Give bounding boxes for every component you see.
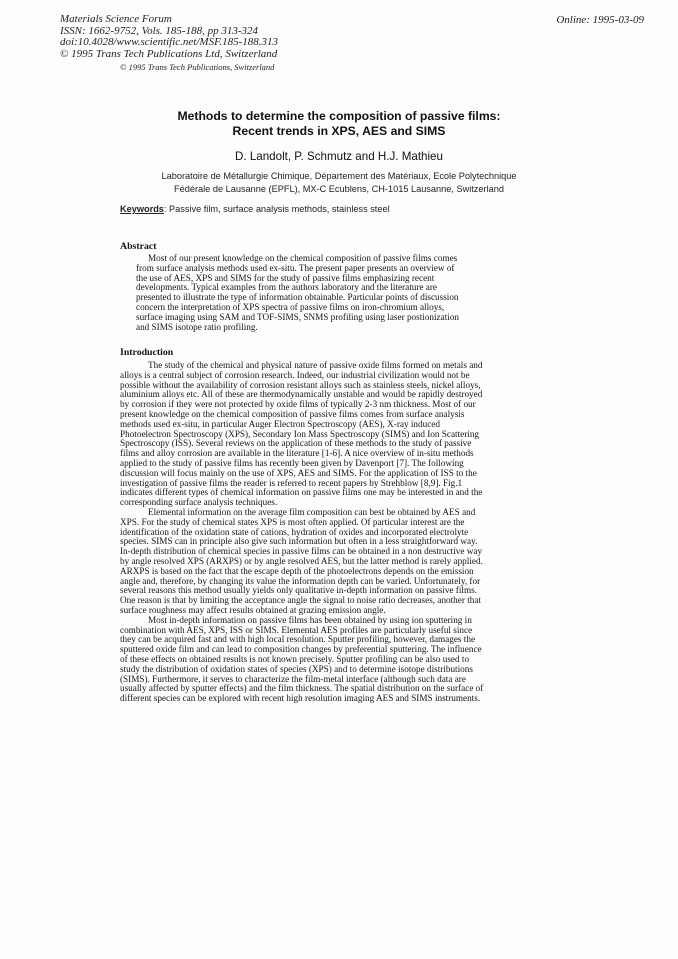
abstract-line: developments. Typical examples from the authors laboratory and the literature are: [136, 283, 437, 293]
intro-line: Spectroscopy (ISS). Several reviews on the application of these methods to the study of passive: [120, 439, 472, 449]
introduction-body: [120, 361, 548, 704]
intro-line: aluminium alloys etc. All of these are thermodynamically unstable and would be rapidly destroyed: [120, 390, 483, 400]
intro-line: different species can be explored with recent high resolution imaging AES and SIMS instruments.: [120, 694, 481, 704]
keywords-text: : Passive film, surface analysis methods, stainless steel: [163, 204, 390, 214]
copyright-small: © 1995 Trans Tech Publications, Switzerland: [120, 62, 275, 72]
abstract-line: surface imaging using SAM and TOF-SIMS, SNMS profiling using laser postionization: [136, 312, 460, 322]
intro-line: One reason is that by limiting the acceptance angle the signal to noise ratio decreases, another that: [120, 596, 481, 606]
intro-line: identification of the oxidation state of cations, hydration of oxides and incorporated electrolyte: [120, 527, 469, 537]
doi-line: doi:10.4028/www.scientific.net/MSF.185-188.313: [60, 36, 279, 48]
copyright-line: © 1995 Trans Tech Publications Ltd, Switzerland: [60, 47, 278, 60]
abstract-line: from surface analysis methods used ex-situ. The present paper presents an overview of: [136, 263, 455, 273]
intro-line: surface roughness may affect results obtained at grazing emission angle.: [120, 605, 386, 615]
abstract-body: [120, 254, 548, 332]
intro-line: methods used ex-situ, in particular Auger Electron Spectroscopy (AES), X-ray induced: [120, 419, 440, 429]
intro-line: In-depth distribution of chemical species in passive films can be obtained in a non destructive way: [120, 547, 483, 557]
abstract-line: the use of AES, XPS and SIMS for the study of passive films emphasizing recent: [136, 273, 435, 283]
keywords: [120, 204, 390, 214]
journal-name: Materials Science Forum: [60, 13, 172, 25]
intro-line: investigation of passive films the reader is referred to recent papers by Strehblow [8,9]. Fig.1: [120, 478, 463, 488]
intro-line: alloys is a central subject of corrosion research. Indeed, our industrial civilization would not be: [120, 370, 470, 380]
online-date: Online: 1995-03-09: [556, 14, 644, 26]
intro-line: present knowledge on the chemical composition of passive films comes from surface analysis: [120, 409, 465, 419]
keywords-label: Keywords: [120, 204, 164, 214]
intro-line: The study of the chemical and physical nature of passive oxide films formed on metals and: [148, 361, 483, 370]
abstract-line: and SIMS isotope ratio profiling.: [136, 322, 258, 332]
intro-line: ARXPS is based on the fact that the escape depth of the photoelectrons depends on the emission: [120, 566, 474, 576]
intro-line: combination with AES, XPS, ISS or SIMS. Elemental AES profiles are particularly useful since: [120, 625, 473, 635]
publication-info: [60, 14, 278, 74]
intro-line: Photoelectron Spectroscopy (XPS), Secondary Ion Mass Spectroscopy (SIMS) and Ion Scattering: [120, 429, 480, 439]
abstract-line: presented to illustrate the type of information obtainable. Particular points of discussion: [136, 293, 459, 303]
intro-line: study the distribution of oxidation states of species (XPS) and to determine isotope distributions: [120, 664, 473, 674]
intro-line: (SIMS). Furthermore, it serves to characterize the film-metal interface (although such data are: [120, 674, 466, 684]
introduction-heading: Introduction: [120, 347, 174, 358]
intro-line: XPS. For the study of chemical states XPS is most often applied. Of particular interest are the: [120, 517, 465, 527]
intro-line: Elemental information on the average film composition can best be obtained by AES and: [148, 507, 476, 517]
intro-line: of these effects on obtained results is not known precisely. Sputter profiling can be also used to: [120, 654, 470, 664]
abstract-heading: Abstract: [120, 241, 157, 252]
intro-line: indicates different types of chemical information on passive films one may be interested in and the: [120, 488, 483, 498]
intro-line: Most in-depth information on passive films has been obtained by using ion sputtering in: [148, 615, 472, 625]
issn-line: ISSN: 1662-9752, Vols. 185-188, pp 313-324: [60, 24, 258, 37]
intro-line: sputtered oxide film and can lead to composition changes by preferential sputtering. The influence: [120, 645, 482, 655]
affiliation: [0, 170, 678, 195]
abstract-line: concern the interpretation of XPS spectra of passive films on iron-chromium alloys,: [136, 302, 445, 312]
title-line-2: Recent trends in XPS, AES and SIMS: [232, 124, 446, 138]
intro-line: corresponding surface analysis techniques.: [120, 498, 278, 508]
intro-line: discussion will focus mainly on the use of XPS, AES and SIMS. For the application of ISS to the: [120, 468, 477, 478]
affiliation-line-1: Laboratoire de Métallurgie Chimique, Département des Matériaux, Ecole Polytechnique: [161, 171, 517, 181]
intro-line: several reasons this method usually yields only qualitative in-depth information on passive films.: [120, 586, 477, 596]
affiliation-line-2: Fédérale de Lausanne (EPFL), MX-C Ecublens, CH-1015 Lausanne, Switzerland: [174, 183, 504, 194]
title-line-1: Methods to determine the composition of passive films:: [177, 109, 501, 123]
intro-line: species. SIMS can in principle also give such information but often in a less straightforward way.: [120, 537, 478, 547]
intro-line: by corrosion if they were not protected by oxide films of typically 2-3 nm thickness. Most of our: [120, 400, 476, 410]
intro-line: they can be acquired fast and with high local resolution. Sputter profiling, however, damages the: [120, 635, 476, 645]
intro-line: applied to the study of passive films has recently been given by Davenport [7]. The following: [120, 458, 464, 468]
intro-line: films and alloy corrosion are available in the literature [1-6]. A nice overview of in-situ methods: [120, 449, 474, 459]
intro-line: usually affected by sputter effects) and the film thickness. The spatial distribution on the surface of: [120, 684, 484, 694]
intro-line: possible without the availability of corrosion resistant alloys such as stainless steels, nickel alloys,: [120, 380, 481, 390]
abstract-line: Most of our present knowledge on the chemical composition of passive films comes: [148, 254, 458, 263]
paper-title: [0, 109, 678, 139]
intro-line: by angle resolved XPS (ARXPS) or by angle resolved AES, but the latter method is rarely applied.: [120, 556, 483, 566]
intro-line: angle and, therefore, by changing its value the information depth can be varied. Unfortunately, for: [120, 576, 481, 586]
authors: D. Landolt, P. Schmutz and H.J. Mathieu: [235, 150, 443, 163]
